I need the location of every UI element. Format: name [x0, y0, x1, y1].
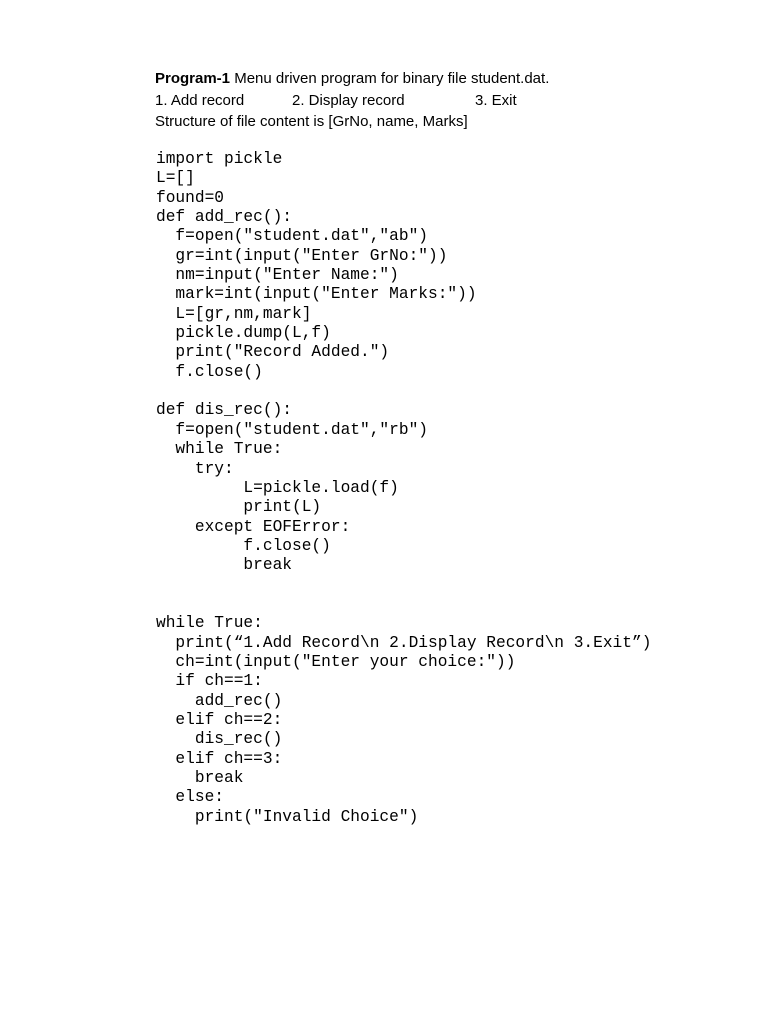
code-line: mark=int(input("Enter Marks:"))	[156, 285, 477, 304]
code-line: if ch==1:	[156, 672, 263, 691]
code-line: break	[156, 769, 244, 787]
document-header	[155, 68, 549, 133]
code-line	[156, 382, 651, 401]
program-title-description: Menu driven program for binary file student.dat.	[230, 70, 550, 87]
menu-option-display: 2. Display record	[292, 91, 405, 109]
structure-note: Structure of file content is [GrNo, name, Marks]	[155, 113, 468, 130]
code-line: print(L)	[156, 498, 322, 517]
code-line: print(“1.Add Record\n 2.Display Record\n 3.Exit”)	[156, 633, 652, 652]
code-line: break	[156, 556, 292, 575]
code-listing	[156, 150, 651, 827]
menu-option-exit: 3. Exit	[475, 91, 517, 109]
code-line	[156, 576, 651, 595]
code-line: def dis_rec():	[156, 401, 292, 420]
code-line: import pickle	[156, 150, 283, 168]
code-line: print("Record Added.")	[156, 343, 390, 362]
code-line: print("Invalid Choice")	[156, 807, 419, 826]
code-line: while True:	[156, 614, 263, 633]
code-line: f=open("student.dat","ab")	[156, 227, 428, 246]
menu-options	[155, 90, 549, 112]
code-line: f.close()	[156, 362, 263, 381]
code-line: f=open("student.dat","rb")	[156, 420, 428, 439]
code-line: try:	[156, 459, 234, 478]
code-line	[156, 595, 651, 614]
program-title-label: Program-1	[155, 70, 231, 87]
code-line: elif ch==3:	[156, 749, 283, 768]
program-title	[155, 68, 549, 90]
code-line: L=[]	[156, 169, 195, 188]
code-line: found=0	[156, 188, 224, 207]
code-line: ch=int(input("Enter your choice:"))	[156, 652, 516, 671]
menu-option-add: 1. Add record	[155, 91, 245, 109]
code-line: gr=int(input("Enter GrNo:"))	[156, 246, 448, 265]
code-line: add_rec()	[156, 691, 283, 710]
code-line: except EOFError:	[156, 517, 351, 536]
code-line: f.close()	[156, 536, 331, 555]
code-line: else:	[156, 788, 224, 807]
code-line: pickle.dump(L,f)	[156, 324, 331, 343]
code-line: def add_rec():	[156, 208, 292, 227]
code-line: L=pickle.load(f)	[156, 478, 399, 497]
code-line: dis_rec()	[156, 730, 283, 749]
code-line: L=[gr,nm,mark]	[156, 304, 312, 323]
code-line: elif ch==2:	[156, 710, 283, 729]
code-line: while True:	[156, 440, 283, 459]
code-line: nm=input("Enter Name:")	[156, 266, 399, 285]
